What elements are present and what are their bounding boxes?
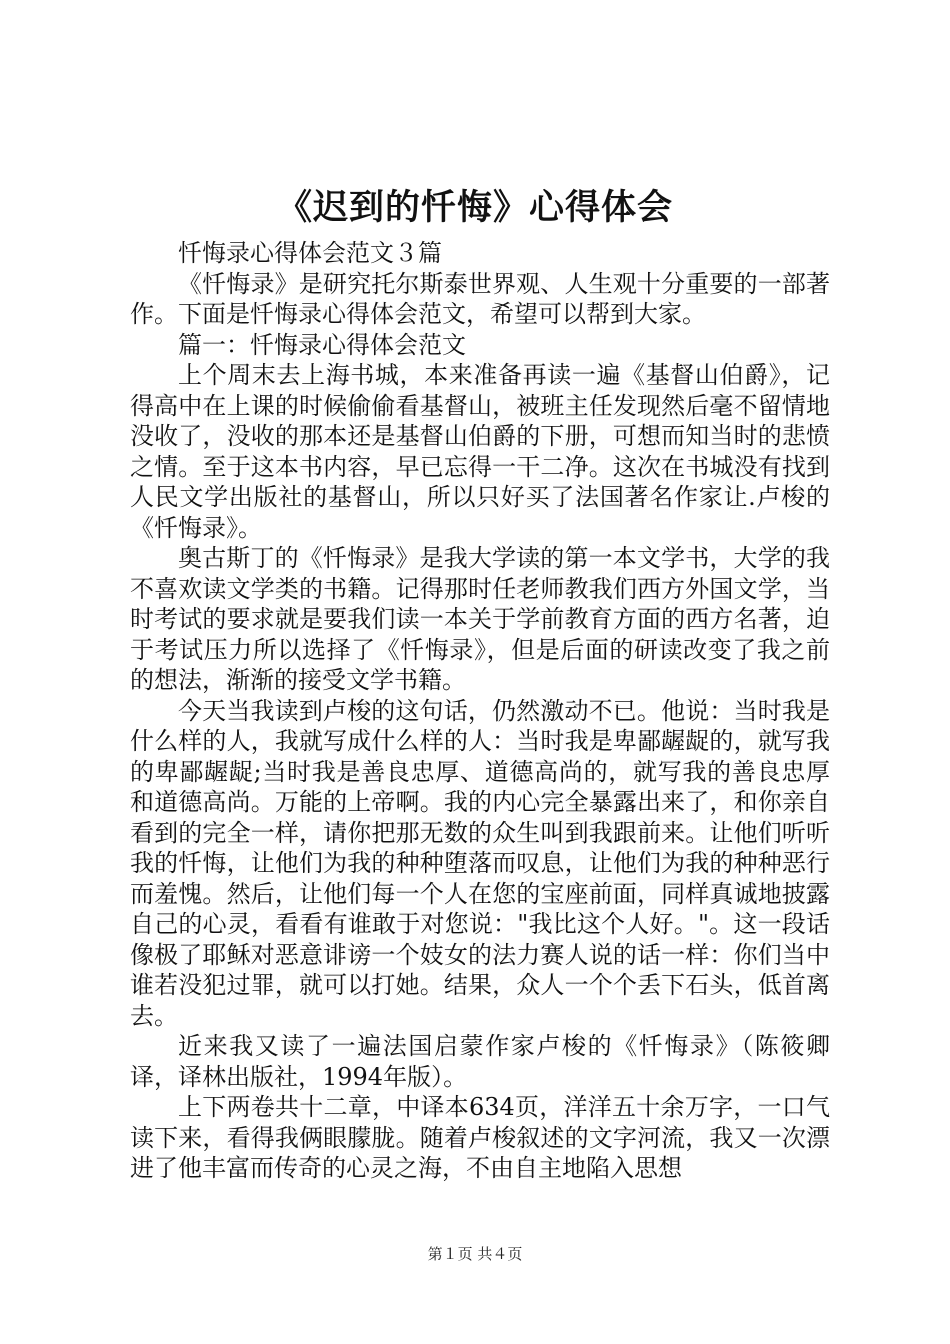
paragraph: 上下两卷共十二章，中译本634页，洋洋五十余万字，一口气读下来，看得我俩眼朦胧。随着卢梭叙述的文字河流，我又一次漂进了他丰富而传奇的心灵之海，不由自主地陷入思想 [130,1093,830,1182]
page-footer: 第１页 共４页 [427,1245,523,1263]
paragraph-section-heading: 篇一：忏悔录心得体会范文 [178,330,466,359]
document-title: 《迟到的忏悔》心得体会 [276,187,673,228]
document-body [130,238,830,1184]
paragraph: 近来我又读了一遍法国启蒙作家卢梭的《忏悔录》（陈筱卿译，译林出版社，1994年版）。 [130,1032,830,1091]
paragraph-subtitle: 忏悔录心得体会范文３篇 [178,239,442,267]
paragraph-intro: 《忏悔录》是研究托尔斯泰世界观、人生观十分重要的一部著作。下面是忏悔录心得体会范文，希望可以帮到大家。 [130,269,830,328]
paragraph: 奥古斯丁的《忏悔录》是我大学读的第一本文学书，大学的我不喜欢读文学类的书籍。记得那时任老师教我们西方外国文学，当时考试的要求就是要我们读一本关于学前教育方面的西方名著，迫于考试压力所以选择了《忏悔录》，但是后面的研读改变了我之前的想法，渐渐的接受文学书籍。 [130,544,830,694]
paragraph: 上个周末去上海书城，本来准备再读一遍《基督山伯爵》，记得高中在上课的时候偷偷看基督山，被班主任发现然后毫不留情地没收了，没收的那本还是基督山伯爵的下册，可想而知当时的悲愤之情。至于这本书内容，早已忘得一干二净。这次在书城没有找到人民文学出版社的基督山，所以只好买了法国著名作家让.卢梭的《忏悔录》。 [130,361,830,542]
paragraph: 今天当我读到卢梭的这句话，仍然激动不已。他说：当时我是什么样的人，我就写成什么样的人：当时我是卑鄙龌龊的，就写我的卑鄙龌龊;当时我是善良忠厚、道德高尚的，就写我的善良忠厚和道德高尚。万能的上帝啊。我的内心完全暴露出来了，和你亲自看到的完全一样，请你把那无数的众生叫到我跟前来。让他们听听我的忏悔，让他们为我的种种堕落而叹息，让他们为我的种种恶行而羞愧。然后，让他们每一个人在您的宝座前面，同样真诚地披露自己的心灵，看看有谁敢于对您说："我比这个人好。"。这一段话像极了耶稣对恶意诽谤一个妓女的法力赛人说的话一样：你们当中谁若没犯过罪，就可以打她。结果，众人一个个丢下石头，低首离去。 [130,696,830,1030]
